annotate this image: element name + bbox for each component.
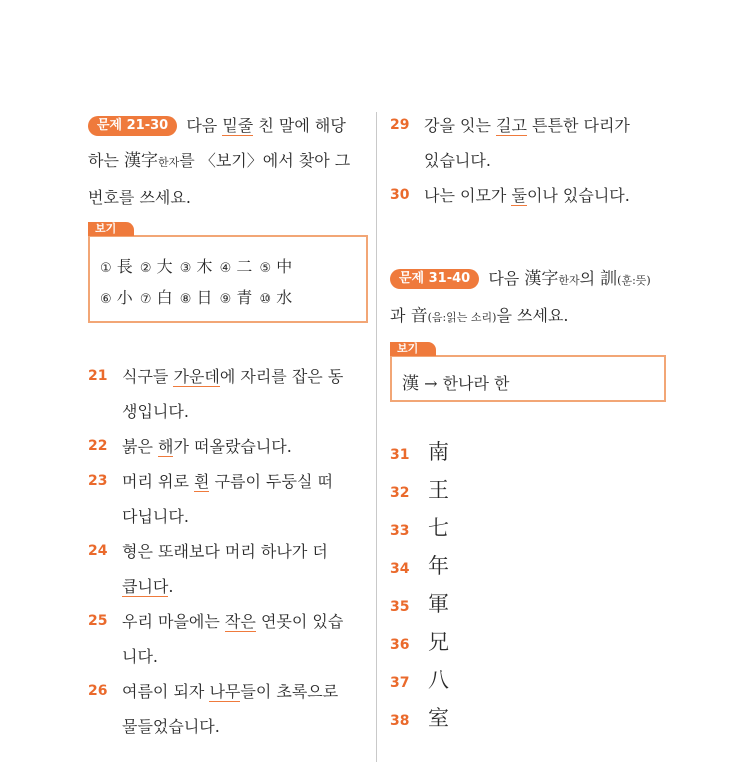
options-row-1 bbox=[100, 252, 356, 283]
bogi-box-options bbox=[88, 222, 368, 323]
instruction-21-30: 문제 21-30 다음 밑줄 친 말에 해당 하는 漢字한자를 〈보기〉에서 찾아 그 번호를 쓰세요. bbox=[88, 116, 351, 207]
question-25: 25 우리 마을에는 작은 연못이 있습 니다. bbox=[88, 612, 344, 666]
arrow-icon: → bbox=[424, 374, 438, 393]
left-column bbox=[88, 108, 368, 744]
example-reading: 한나라 한 bbox=[442, 374, 510, 393]
question-38: 38 室 bbox=[390, 706, 449, 730]
option-5: ⑤ 中 bbox=[259, 257, 293, 276]
question-22: 22 붉은 해가 떠올랐습니다. bbox=[88, 437, 292, 456]
bogi-label: 보기 bbox=[88, 222, 134, 236]
option-2: ② 大 bbox=[139, 257, 173, 276]
question-30: 30 나는 이모가 둘이나 있습니다. bbox=[390, 186, 630, 205]
question-36: 36 兄 bbox=[390, 630, 449, 654]
question-37: 37 八 bbox=[390, 668, 449, 692]
problem-badge-21-30: 문제 21-30 bbox=[88, 116, 177, 136]
bogi-label: 보기 bbox=[390, 342, 436, 356]
right-column bbox=[390, 108, 675, 740]
question-34: 34 年 bbox=[390, 554, 449, 578]
question-24: 24 형은 또래보다 머리 하나가 더 큽니다. bbox=[88, 542, 328, 596]
instruction-31-40: 문제 31-40 다음 漢字한자의 訓(훈:뜻) 과 音(음:읽는 소리)을 쓰세요. bbox=[390, 269, 651, 326]
option-1: ① 長 bbox=[100, 257, 133, 276]
option-6: ⑥ 小 bbox=[100, 288, 133, 307]
options-row-2 bbox=[100, 283, 356, 314]
question-33: 33 七 bbox=[390, 516, 449, 540]
option-4: ④ 二 bbox=[219, 257, 253, 276]
column-divider bbox=[376, 112, 377, 762]
question-23: 23 머리 위로 흰 구름이 두둥실 떠 다닙니다. bbox=[88, 472, 333, 526]
bogi-box-example bbox=[390, 342, 666, 402]
option-3: ③ 木 bbox=[179, 257, 213, 276]
example-hanja: 漢 bbox=[402, 374, 419, 394]
question-32: 32 王 bbox=[390, 478, 449, 502]
question-31: 31 南 bbox=[390, 440, 449, 464]
option-9: ⑨ 青 bbox=[219, 288, 253, 307]
option-7: ⑦ 白 bbox=[139, 288, 173, 307]
option-8: ⑧ 日 bbox=[179, 288, 213, 307]
question-26: 26 여름이 되자 나무들이 초록으로 물들었습니다. bbox=[88, 682, 339, 736]
question-35: 35 軍 bbox=[390, 592, 449, 616]
problem-badge-31-40: 문제 31-40 bbox=[390, 269, 479, 289]
question-21: 21 식구들 가운데에 자리를 잡은 동 생입니다. bbox=[88, 367, 344, 421]
option-10: ⑩ 水 bbox=[259, 288, 293, 307]
question-29: 29 강을 잇는 길고 튼튼한 다리가 있습니다. bbox=[390, 116, 630, 170]
